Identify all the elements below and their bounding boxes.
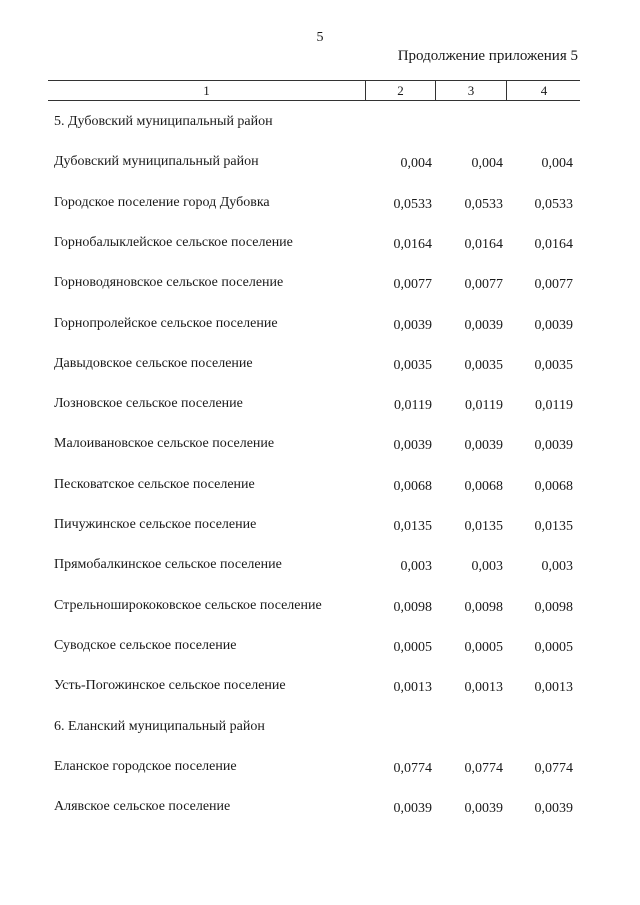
table-row [0,316,640,338]
row-value-col-4: 0,004 [541,156,573,171]
table-row [0,759,640,781]
row-value-col-3: 0,0135 [464,519,503,534]
row-value-col-3: 0,0164 [464,237,503,252]
table-row [0,275,640,297]
row-value-col-2: 0,0164 [393,237,432,252]
row-value-col-3: 0,0068 [464,479,503,494]
row-value-col-4: 0,0135 [534,519,573,534]
row-value-col-2: 0,0135 [393,519,432,534]
table-row [0,114,640,136]
row-name: Песковатское сельское поселение [54,477,255,492]
row-value-col-4: 0,0013 [534,680,573,695]
row-value-col-3: 0,0533 [464,197,503,212]
row-value-col-2: 0,003 [400,559,432,574]
row-value-col-3: 0,0098 [464,600,503,615]
row-value-col-2: 0,0035 [393,358,432,373]
continuation-label: Продолжение приложения 5 [397,48,578,64]
row-name: Суводское сельское поселение [54,638,237,653]
row-value-col-2: 0,0039 [393,438,432,453]
row-value-col-4: 0,0098 [534,600,573,615]
row-name: Лозновское сельское поселение [54,396,243,411]
row-value-col-3: 0,004 [471,156,503,171]
row-name: Дубовский муниципальный район [54,154,259,169]
table-row [0,154,640,176]
row-value-col-3: 0,0005 [464,640,503,655]
row-value-col-4: 0,0039 [534,801,573,816]
row-name: Пичужинское сельское поселение [54,517,257,532]
table-row [0,396,640,418]
row-value-col-3: 0,0119 [465,398,503,413]
row-value-col-2: 0,0119 [394,398,432,413]
row-value-col-2: 0,0533 [393,197,432,212]
row-name: 5. Дубовский муниципальный район [54,114,273,129]
row-name: Еланское городское поселение [54,759,237,774]
row-value-col-4: 0,0068 [534,479,573,494]
row-value-col-3: 0,0774 [464,761,503,776]
row-value-col-4: 0,0077 [534,277,573,292]
row-name: 6. Еланский муниципальный район [54,719,265,734]
row-value-col-4: 0,0005 [534,640,573,655]
row-name: Малоивановское сельское поселение [54,436,275,451]
row-value-col-4: 0,0164 [534,237,573,252]
row-value-col-3: 0,0039 [464,318,503,333]
table-row [0,598,640,620]
row-value-col-4: 0,0035 [534,358,573,373]
row-value-col-2: 0,004 [400,156,432,171]
row-value-col-3: 0,003 [471,559,503,574]
table-row [0,678,640,700]
row-name: Давыдовское сельское поселение [54,356,253,371]
row-value-col-2: 0,0068 [393,479,432,494]
row-name: Прямобалкинское сельское поселение [54,557,282,572]
header-col-4: 4 [506,81,581,100]
table-row [0,195,640,217]
row-value-col-2: 0,0013 [393,680,432,695]
table-row [0,638,640,660]
table-row [0,719,640,741]
row-value-col-4: 0,0039 [534,438,573,453]
table-row [0,517,640,539]
header-col-1: 1 [203,83,210,98]
row-name: Городское поселение город Дубовка [54,195,270,210]
header-col-2: 2 [365,81,435,100]
row-value-col-2: 0,0774 [393,761,432,776]
row-value-col-4: 0,0774 [534,761,573,776]
table-row [0,799,640,821]
row-name: Алявское сельское поселение [54,799,231,814]
header-col-3: 3 [435,81,506,100]
row-value-col-3: 0,0013 [464,680,503,695]
row-value-col-2: 0,0039 [393,801,432,816]
table-row [0,235,640,257]
row-value-col-2: 0,0098 [393,600,432,615]
row-value-col-3: 0,0039 [464,438,503,453]
table-row [0,436,640,458]
row-value-col-4: 0,0119 [535,398,573,413]
table-row [0,356,640,378]
table-row [0,557,640,579]
row-name: Стрельноширококовское сельское поселение [54,598,322,613]
row-value-col-2: 0,0005 [393,640,432,655]
row-name: Усть-Погожинское сельское поселение [54,678,286,693]
row-name: Горнопролейское сельское поселение [54,316,278,331]
row-value-col-4: 0,003 [541,559,573,574]
row-value-col-2: 0,0039 [393,318,432,333]
row-name: Горнобалыклейское сельское поселение [54,235,293,250]
row-value-col-4: 0,0533 [534,197,573,212]
row-value-col-4: 0,0039 [534,318,573,333]
row-value-col-2: 0,0077 [393,277,432,292]
table-row [0,477,640,499]
row-value-col-3: 0,0035 [464,358,503,373]
row-value-col-3: 0,0039 [464,801,503,816]
page-number: 5 [316,30,324,45]
row-value-col-3: 0,0077 [464,277,503,292]
row-name: Горноводяновское сельское поселение [54,275,284,290]
